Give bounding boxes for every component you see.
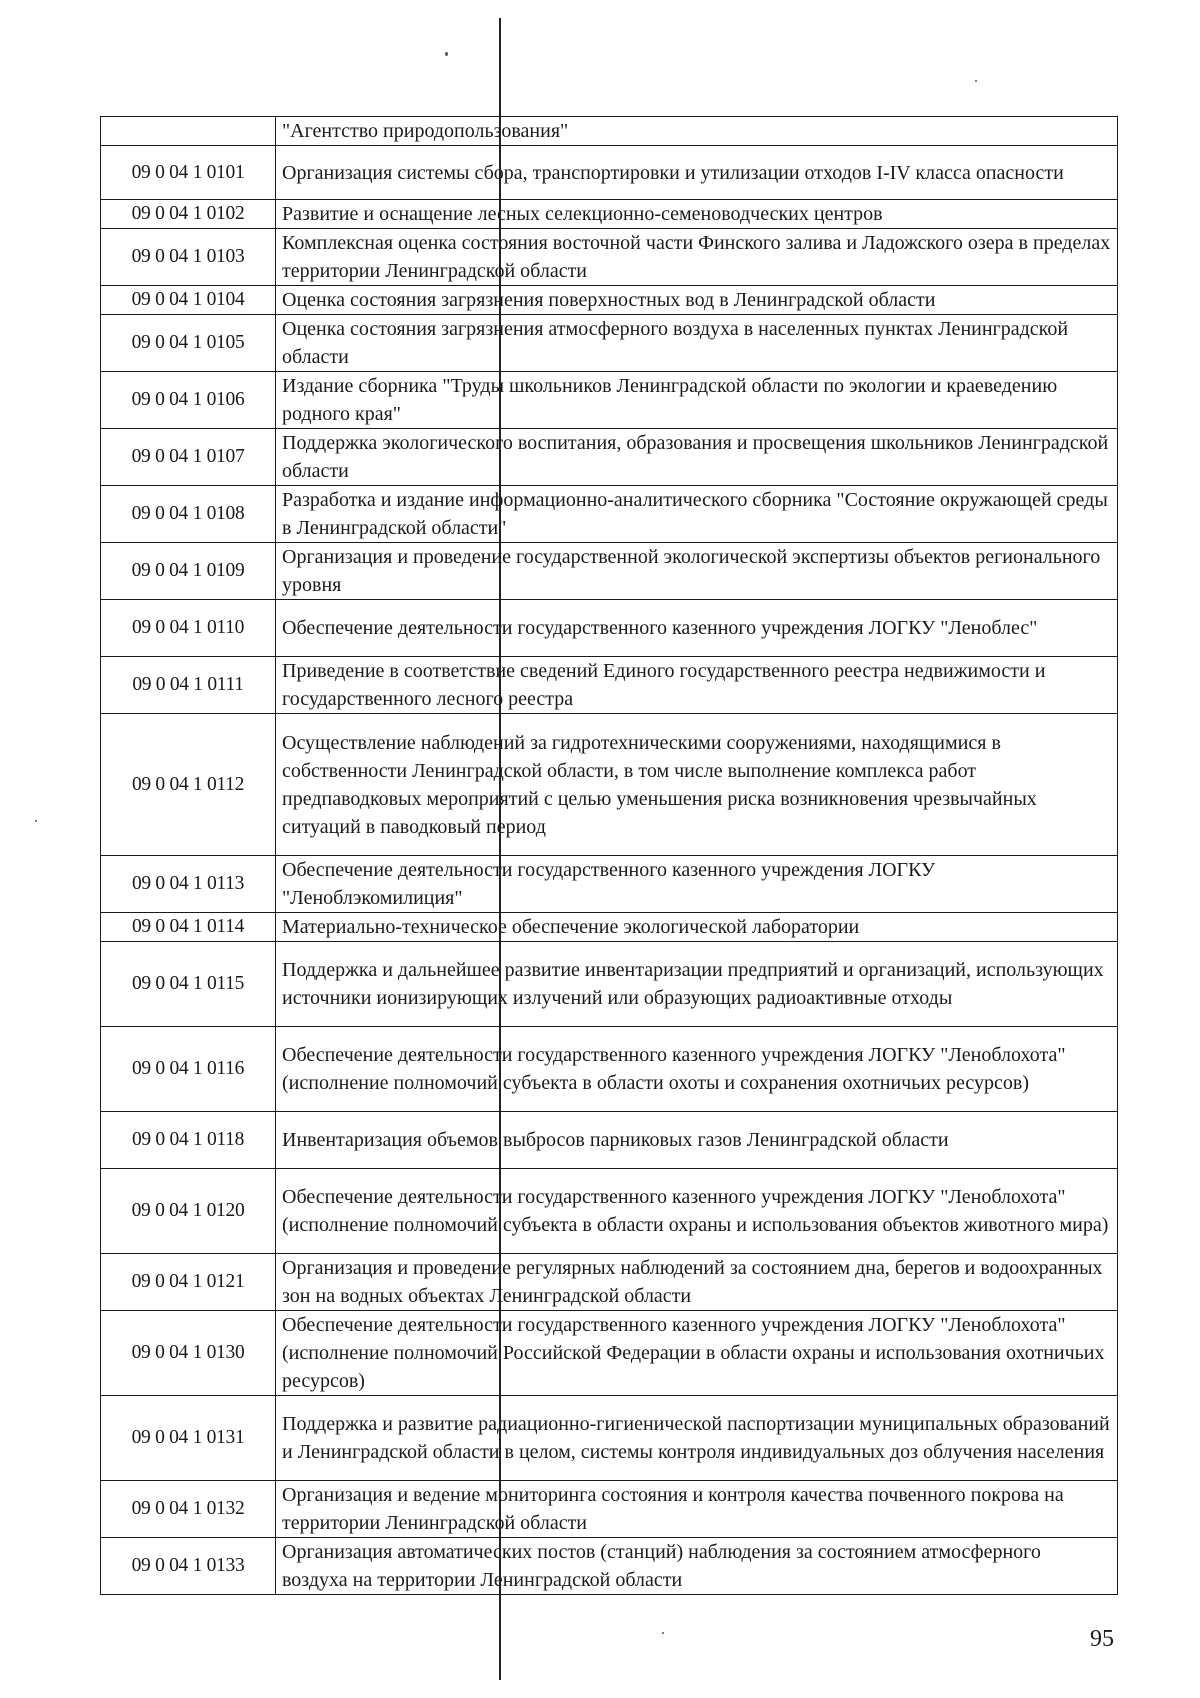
table-row — [101, 1396, 1118, 1481]
row-description: Материально-техническое обеспечение экологической лаборатории — [276, 913, 1118, 942]
row-description: Обеспечение деятельности государственного казенного учреждения ЛОГКУ "Леноблохота" (исполнение полномочий Российской Федерации в области охраны и использования охотничьих ресурсов) — [276, 1311, 1118, 1396]
row-description: Организация и проведение регулярных наблюдений за состоянием дна, берегов и водоохранных зон на водных объектах Ленинградской области — [276, 1254, 1118, 1311]
row-code: 09 0 04 1 0110 — [101, 600, 276, 657]
row-description: Обеспечение деятельности государственного казенного учреждения ЛОГКУ "Леноблес" — [276, 600, 1118, 657]
row-code: 09 0 04 1 0111 — [101, 657, 276, 714]
budget-codes-table — [100, 116, 1118, 1595]
row-code — [101, 117, 276, 146]
table-row — [101, 714, 1118, 856]
row-code: 09 0 04 1 0104 — [101, 286, 276, 315]
row-code: 09 0 04 1 0120 — [101, 1169, 276, 1254]
table-row — [101, 286, 1118, 315]
row-code: 09 0 04 1 0115 — [101, 942, 276, 1027]
scan-speck — [445, 52, 448, 56]
table-row — [101, 942, 1118, 1027]
row-code: 09 0 04 1 0114 — [101, 913, 276, 942]
row-code: 09 0 04 1 0106 — [101, 372, 276, 429]
table-body — [101, 117, 1118, 1595]
row-description: Поддержка экологического воспитания, образования и просвещения школьников Ленинградской области — [276, 429, 1118, 486]
table-row — [101, 117, 1118, 146]
row-description: "Агентство природопользования" — [276, 117, 1118, 146]
row-description: Оценка состояния загрязнения поверхностных вод в Ленинградской области — [276, 286, 1118, 315]
table-row — [101, 200, 1118, 229]
row-code: 09 0 04 1 0109 — [101, 543, 276, 600]
row-description: Оценка состояния загрязнения атмосферного воздуха в населенных пунктах Ленинградской области — [276, 315, 1118, 372]
table-row — [101, 1112, 1118, 1169]
row-description: Обеспечение деятельности государственного казенного учреждения ЛОГКУ "Леноблохота" (исполнение полномочий субъекта в области охоты и сохранения охотничьих ресурсов) — [276, 1027, 1118, 1112]
row-code: 09 0 04 1 0102 — [101, 200, 276, 229]
row-description: Осуществление наблюдений за гидротехническими сооружениями, находящимися в собственности Ленинградской области, в том числе выполнение комплекса работ предпаводковых мероприятий с целью уменьшения риска возникновения чрезвычайных ситуаций в паводковый период — [276, 714, 1118, 856]
table-row — [101, 856, 1118, 913]
row-code: 09 0 04 1 0108 — [101, 486, 276, 543]
row-description: Инвентаризация объемов выбросов парниковых газов Ленинградской области — [276, 1112, 1118, 1169]
row-description: Поддержка и развитие радиационно-гигиенической паспортизации муниципальных образований и Ленинградской области в целом, системы контроля индивидуальных доз облучения населения — [276, 1396, 1118, 1481]
table-row — [101, 1254, 1118, 1311]
row-code: 09 0 04 1 0121 — [101, 1254, 276, 1311]
row-description: Организация и ведение мониторинга состояния и контроля качества почвенного покрова на территории Ленинградской области — [276, 1481, 1118, 1538]
table-row — [101, 429, 1118, 486]
table-row — [101, 913, 1118, 942]
row-description: Обеспечение деятельности государственного казенного учреждения ЛОГКУ "Леноблэкомилиция" — [276, 856, 1118, 913]
row-description: Развитие и оснащение лесных селекционно-семеноводческих центров — [276, 200, 1118, 229]
row-code: 09 0 04 1 0113 — [101, 856, 276, 913]
row-description: Поддержка и дальнейшее развитие инвентаризации предприятий и организаций, использующих источники ионизирующих излучений или образующих радиоактивные отходы — [276, 942, 1118, 1027]
row-description: Организация и проведение государственной экологической экспертизы объектов регионального уровня — [276, 543, 1118, 600]
table-row — [101, 229, 1118, 286]
row-code: 09 0 04 1 0112 — [101, 714, 276, 856]
table-row — [101, 372, 1118, 429]
row-description: Издание сборника "Труды школьников Ленинградской области по экологии и краеведению родного края" — [276, 372, 1118, 429]
row-description: Организация системы сбора, транспортировки и утилизации отходов I-IV класса опасности — [276, 146, 1118, 200]
page-number: 95 — [1090, 1626, 1114, 1652]
row-description: Приведение в соответствие сведений Единого государственного реестра недвижимости и государственного лесного реестра — [276, 657, 1118, 714]
row-description: Разработка и издание информационно-аналитического сборника "Состояние окружающей среды в Ленинградской области" — [276, 486, 1118, 543]
row-description: Комплексная оценка состояния восточной части Финского залива и Ладожского озера в пределах территории Ленинградской области — [276, 229, 1118, 286]
table-row — [101, 657, 1118, 714]
table-row — [101, 486, 1118, 543]
row-code: 09 0 04 1 0116 — [101, 1027, 276, 1112]
table-row — [101, 600, 1118, 657]
row-code: 09 0 04 1 0132 — [101, 1481, 276, 1538]
table-row — [101, 1169, 1118, 1254]
table-row — [101, 146, 1118, 200]
row-code: 09 0 04 1 0103 — [101, 229, 276, 286]
row-code: 09 0 04 1 0107 — [101, 429, 276, 486]
row-code: 09 0 04 1 0101 — [101, 146, 276, 200]
table-row — [101, 1538, 1118, 1595]
row-code: 09 0 04 1 0118 — [101, 1112, 276, 1169]
row-code: 09 0 04 1 0133 — [101, 1538, 276, 1595]
scan-speck — [35, 820, 37, 822]
table-row — [101, 543, 1118, 600]
table-row — [101, 315, 1118, 372]
table-row — [101, 1481, 1118, 1538]
row-description: Организация автоматических постов (станций) наблюдения за состоянием атмосферного воздуха на территории Ленинградской области — [276, 1538, 1118, 1595]
row-description: Обеспечение деятельности государственного казенного учреждения ЛОГКУ "Леноблохота" (исполнение полномочий субъекта в области охраны и использования объектов животного мира) — [276, 1169, 1118, 1254]
row-code: 09 0 04 1 0131 — [101, 1396, 276, 1481]
table-row — [101, 1311, 1118, 1396]
scan-speck — [662, 1632, 664, 1634]
scan-speck — [975, 80, 977, 82]
row-code: 09 0 04 1 0105 — [101, 315, 276, 372]
row-code: 09 0 04 1 0130 — [101, 1311, 276, 1396]
table-row — [101, 1027, 1118, 1112]
